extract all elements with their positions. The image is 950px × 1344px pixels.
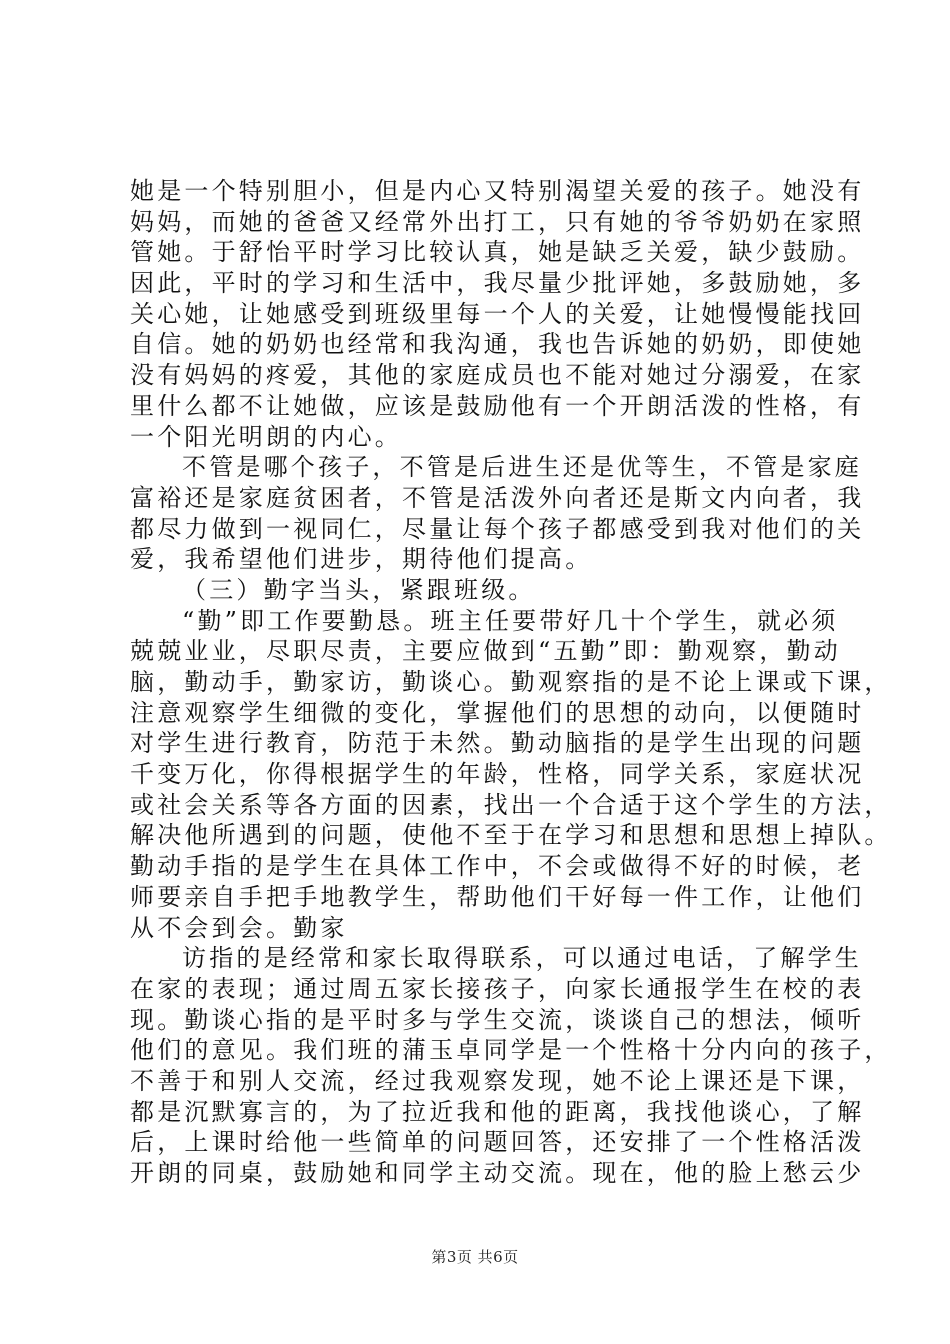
text-line: 开朗的同桌，鼓励她和同学主动交流。现在，他的脸上愁云少 xyxy=(130,1159,865,1187)
text-line: 都是沉默寡言的，为了拉近我和他的距离，我找他谈心，了解 xyxy=(130,1097,865,1126)
text-line: 解决他所遇到的问题，使他不至于在学习和思想和思想上掉队。 xyxy=(130,821,892,850)
text-line: 没有妈妈的疼爱，其他的家庭成员也不能对她过分溺爱，在家 xyxy=(130,361,865,390)
page-number: 第3页 共6页 xyxy=(431,1248,519,1266)
text-line: 千变万化，你得根据学生的年龄，性格，同学关系，家庭状况 xyxy=(130,760,865,789)
text-line: 对学生进行教育，防范于未然。勤动脑指的是学生出现的问题 xyxy=(130,729,865,758)
text-line: 关心她，让她感受到班级里每一个人的关爱，让她慢慢能找回 xyxy=(130,299,865,328)
text-line: 兢兢业业，尽职尽责，主要应做到“五勤”即：勤观察，勤动 xyxy=(130,637,841,666)
text-line: 从不会到会。勤家 xyxy=(130,913,348,942)
text-line: 现。勤谈心指的是平时多与学生交流，谈谈自己的想法，倾听 xyxy=(130,1005,865,1034)
text-line: 妈妈，而她的爸爸又经常外出打工，只有她的爷爷奶奶在家照 xyxy=(130,207,865,236)
text-line: 自信。她的奶奶也经常和我沟通，我也告诉她的奶奶，即使她 xyxy=(130,330,865,359)
text-line: 她是一个特别胆小，但是内心又特别渴望关爱的孩子。她没有 xyxy=(130,177,865,205)
text-line: 勤动手指的是学生在具体工作中，不会或做得不好的时候，老 xyxy=(130,852,865,881)
text-line: 后，上课时给他一些简单的问题回答，还安排了一个性格活泼 xyxy=(130,1128,865,1157)
text-line: 或社会关系等各方面的因素，找出一个合适于这个学生的方法， xyxy=(130,790,892,819)
text-line: 访指的是经常和家长取得联系，可以通过电话，了解学生 xyxy=(182,944,862,973)
text-line: 因此，平时的学习和生活中，我尽量少批评她，多鼓励她，多 xyxy=(130,269,865,298)
section-heading: （三）勤字当头，紧跟班级。 xyxy=(182,575,536,604)
document-body xyxy=(130,176,892,1189)
text-line: 都尽力做到一视同仁，尽量让每个孩子都感受到我对他们的关 xyxy=(130,514,865,543)
text-line: 脑，勤动手，勤家访，勤谈心。勤观察指的是不论上课或下课， xyxy=(130,668,892,696)
text-line: 爱，我希望他们进步，期待他们提高。 xyxy=(130,545,593,574)
text-line: “勤”即工作要勤恳。班主任要带好几十个学生，就必须 xyxy=(182,606,839,635)
text-line: 师要亲自手把手地教学生，帮助他们干好每一件工作，让他们 xyxy=(130,882,865,911)
text-line: 富裕还是家庭贫困者，不管是活泼外向者还是斯文内向者，我 xyxy=(130,483,865,512)
text-line: 不善于和别人交流，经过我观察发现，她不论上课还是下课， xyxy=(130,1066,865,1095)
text-line: 一个阳光明朗的内心。 xyxy=(130,422,402,451)
text-line: 管她。于舒怡平时学习比较认真，她是缺乏关爱，缺少鼓励。 xyxy=(130,238,865,267)
text-line: 注意观察学生细微的变化，掌握他们的思想的动向，以便随时 xyxy=(130,698,865,727)
text-line: 他们的意见。我们班的蒲玉卓同学是一个性格十分内向的孩子， xyxy=(130,1036,892,1065)
text-line: 在家的表现；通过周五家长接孩子，向家长通报学生在校的表 xyxy=(130,974,865,1003)
text-line: 不管是哪个孩子，不管是后进生还是优等生，不管是家庭 xyxy=(182,453,862,482)
text-line: 里什么都不让她做，应该是鼓励他有一个开朗活泼的性格，有 xyxy=(130,391,865,420)
